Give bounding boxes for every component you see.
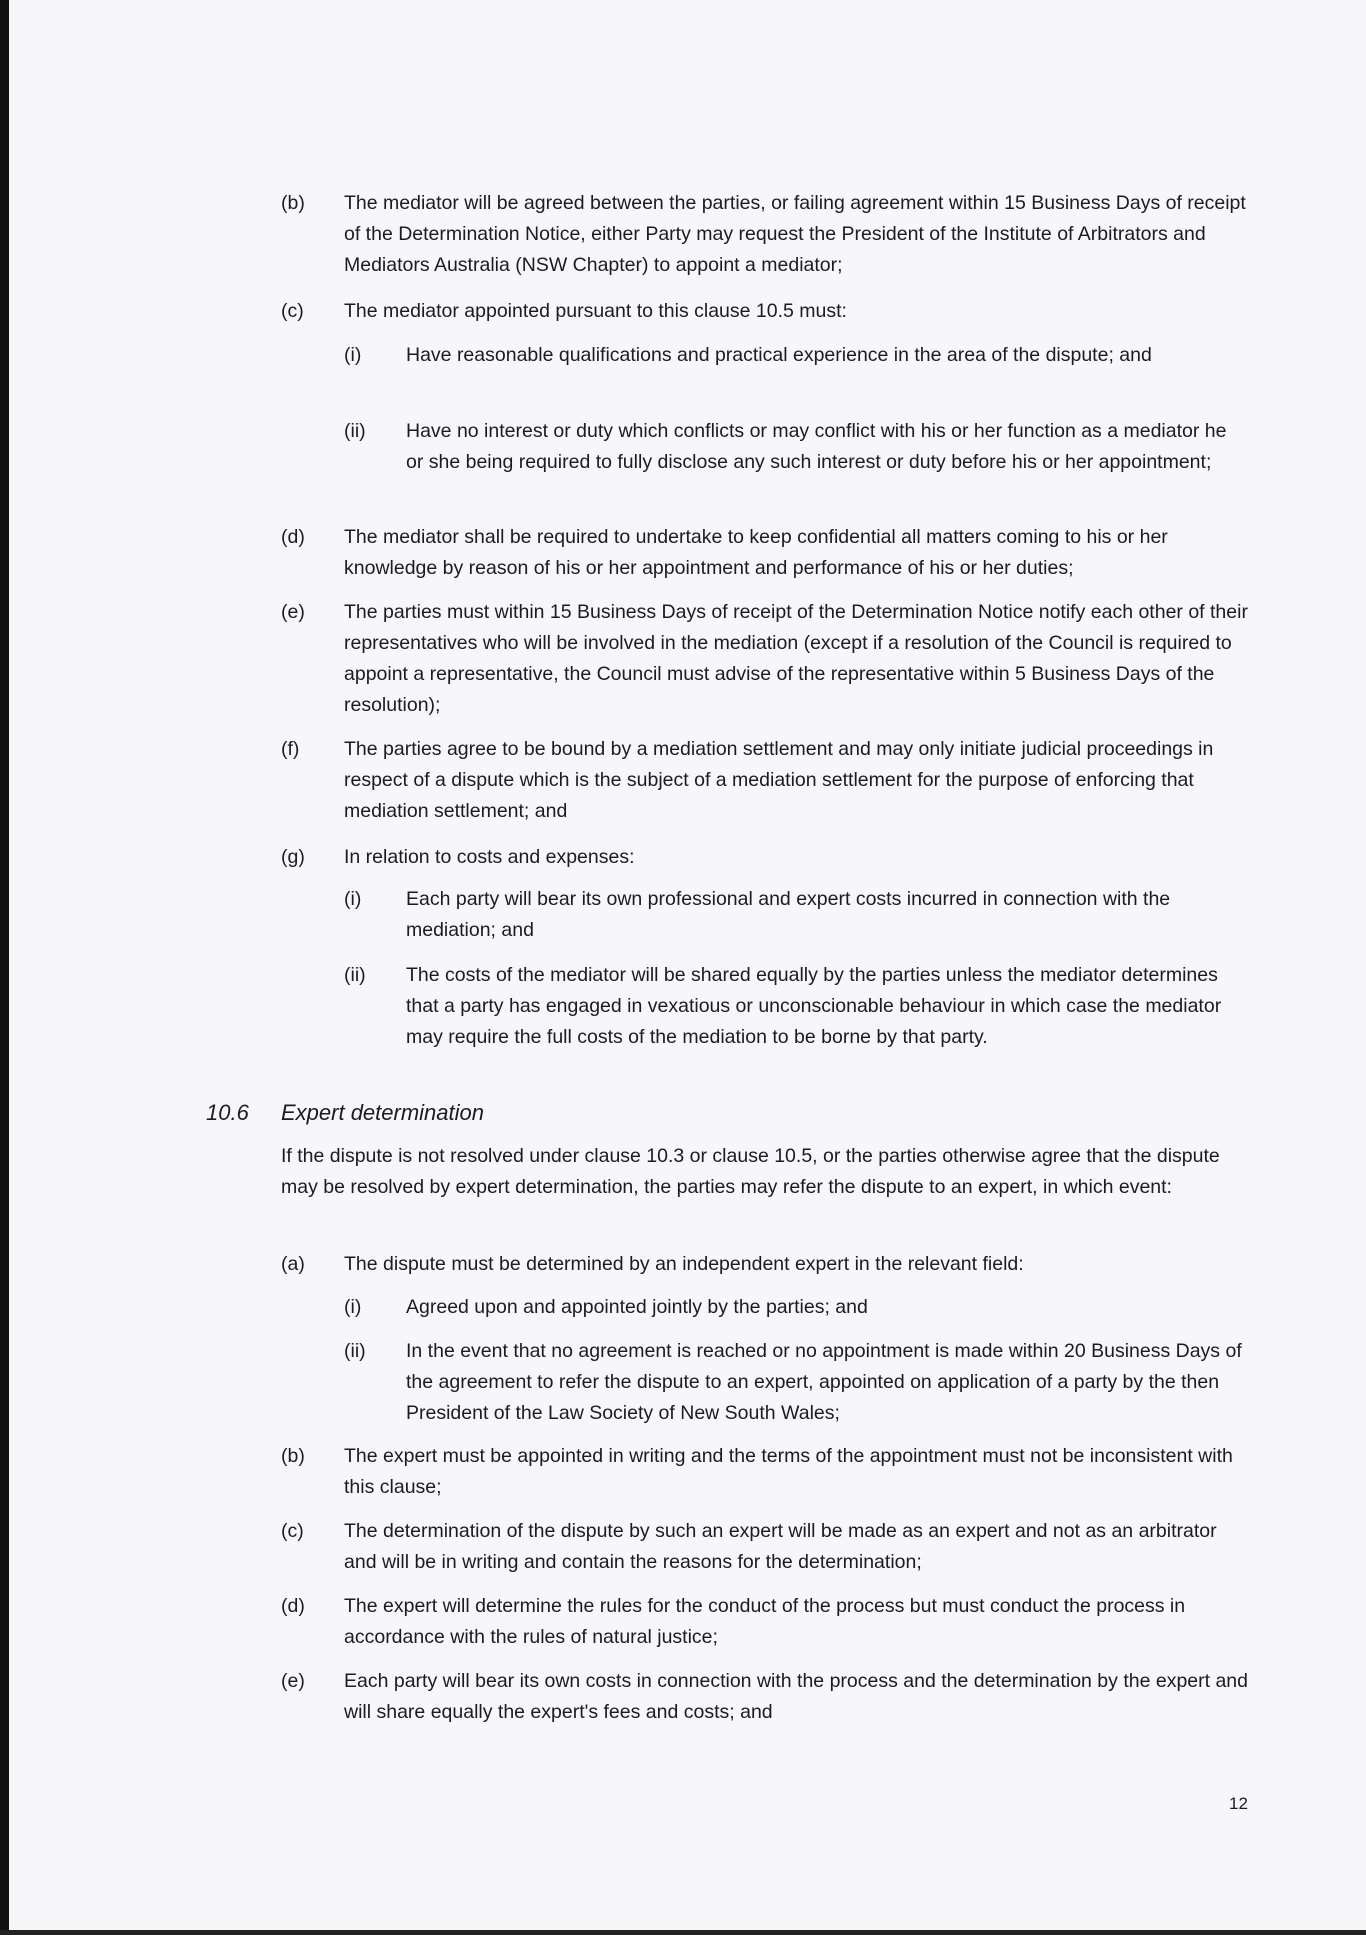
item-label: (c) (281, 1520, 304, 1542)
item-text: In relation to costs and expenses: (344, 846, 635, 868)
subitem-label: (ii) (344, 420, 366, 442)
subitem-text: Have reasonable qualifications and practical experience in the area of the dispute; and (406, 344, 1152, 366)
item-text: The expert must be appointed in writing and the terms of the appointment must not be inconsistent with this clause; (344, 1445, 1233, 1498)
item-label: (a) (281, 1253, 305, 1275)
item-text: The mediator will be agreed between the parties, or failing agreement within 15 Business Days of receipt of the Determination Notice, either Party may request the President of the Institute of Arbitrators and Mediators Australia (NSW Chapter) to appoint a mediator; (344, 192, 1246, 276)
subitem-label: (ii) (344, 964, 366, 986)
clause-number: 10.6 (206, 1100, 249, 1125)
item-text: The mediator appointed pursuant to this clause 10.5 must: (344, 300, 847, 322)
subitem-label: (i) (344, 344, 362, 366)
item-label: (e) (281, 1670, 305, 1692)
item-label: (g) (281, 846, 305, 868)
item-label: (d) (281, 526, 305, 548)
subitem-text: Have no interest or duty which conflicts or may conflict with his or her function as a mediator he or she being required to fully disclose any such interest or duty before his or her appointment; (406, 420, 1227, 473)
item-label: (c) (281, 300, 304, 322)
item-label: (d) (281, 1595, 305, 1617)
clause-intro: If the dispute is not resolved under clause 10.3 or clause 10.5, or the parties otherwise agree that the dispute may be resolved by expert determination, the parties may refer the dispute to an expert, in which event: (281, 1145, 1220, 1198)
item-text: The expert will determine the rules for the conduct of the process but must conduct the process in accordance with the rules of natural justice; (344, 1595, 1186, 1648)
subitem-label: (i) (344, 888, 362, 910)
item-text: The parties agree to be bound by a mediation settlement and may only initiate judicial proceedings in respect of a dispute which is the subject of a mediation settlement for the purpose of enforcing that mediation settlement; and (344, 738, 1214, 822)
item-text: The dispute must be determined by an independent expert in the relevant field: (344, 1253, 1024, 1275)
subitem-text: Each party will bear its own professional and expert costs incurred in connection with the mediation; and (406, 888, 1171, 941)
subitem-text: The costs of the mediator will be shared equally by the parties unless the mediator determines that a party has engaged in vexatious or unconscionable behaviour in which case the mediator may require the full costs of the mediation to be borne by that party. (406, 964, 1222, 1048)
item-text: The parties must within 15 Business Days of receipt of the Determination Notice notify each other of their representatives who will be involved in the mediation (except if a resolution of the Council is required to appoint a representative, the Council must advise of the representative within 5 Business Days of the resolution); (344, 601, 1248, 716)
subitem-label: (ii) (344, 1340, 366, 1362)
subitem-label: (i) (344, 1296, 362, 1318)
clause-heading: Expert determination (281, 1100, 484, 1125)
item-label: (f) (281, 738, 300, 760)
subitem-text: In the event that no agreement is reached or no appointment is made within 20 Business Days of the agreement to refer the dispute to an expert, appointed on application of a party by the then President of the Law Society of New South Wales; (406, 1340, 1242, 1424)
item-text: The determination of the dispute by such an expert will be made as an expert and not as an arbitrator and will be in writing and contain the reasons for the determination; (344, 1520, 1217, 1573)
subitem-text: Agreed upon and appointed jointly by the parties; and (406, 1296, 868, 1318)
page-number: 12 (1229, 1794, 1248, 1813)
item-label: (e) (281, 601, 305, 623)
item-text: Each party will bear its own costs in connection with the process and the determination by the expert and will share equally the expert's fees and costs; and (344, 1670, 1248, 1723)
item-label: (b) (281, 1445, 305, 1467)
item-label: (b) (281, 192, 305, 214)
item-text: The mediator shall be required to undertake to keep confidential all matters coming to his or her knowledge by reason of his or her appointment and performance of his or her duties; (344, 526, 1168, 579)
